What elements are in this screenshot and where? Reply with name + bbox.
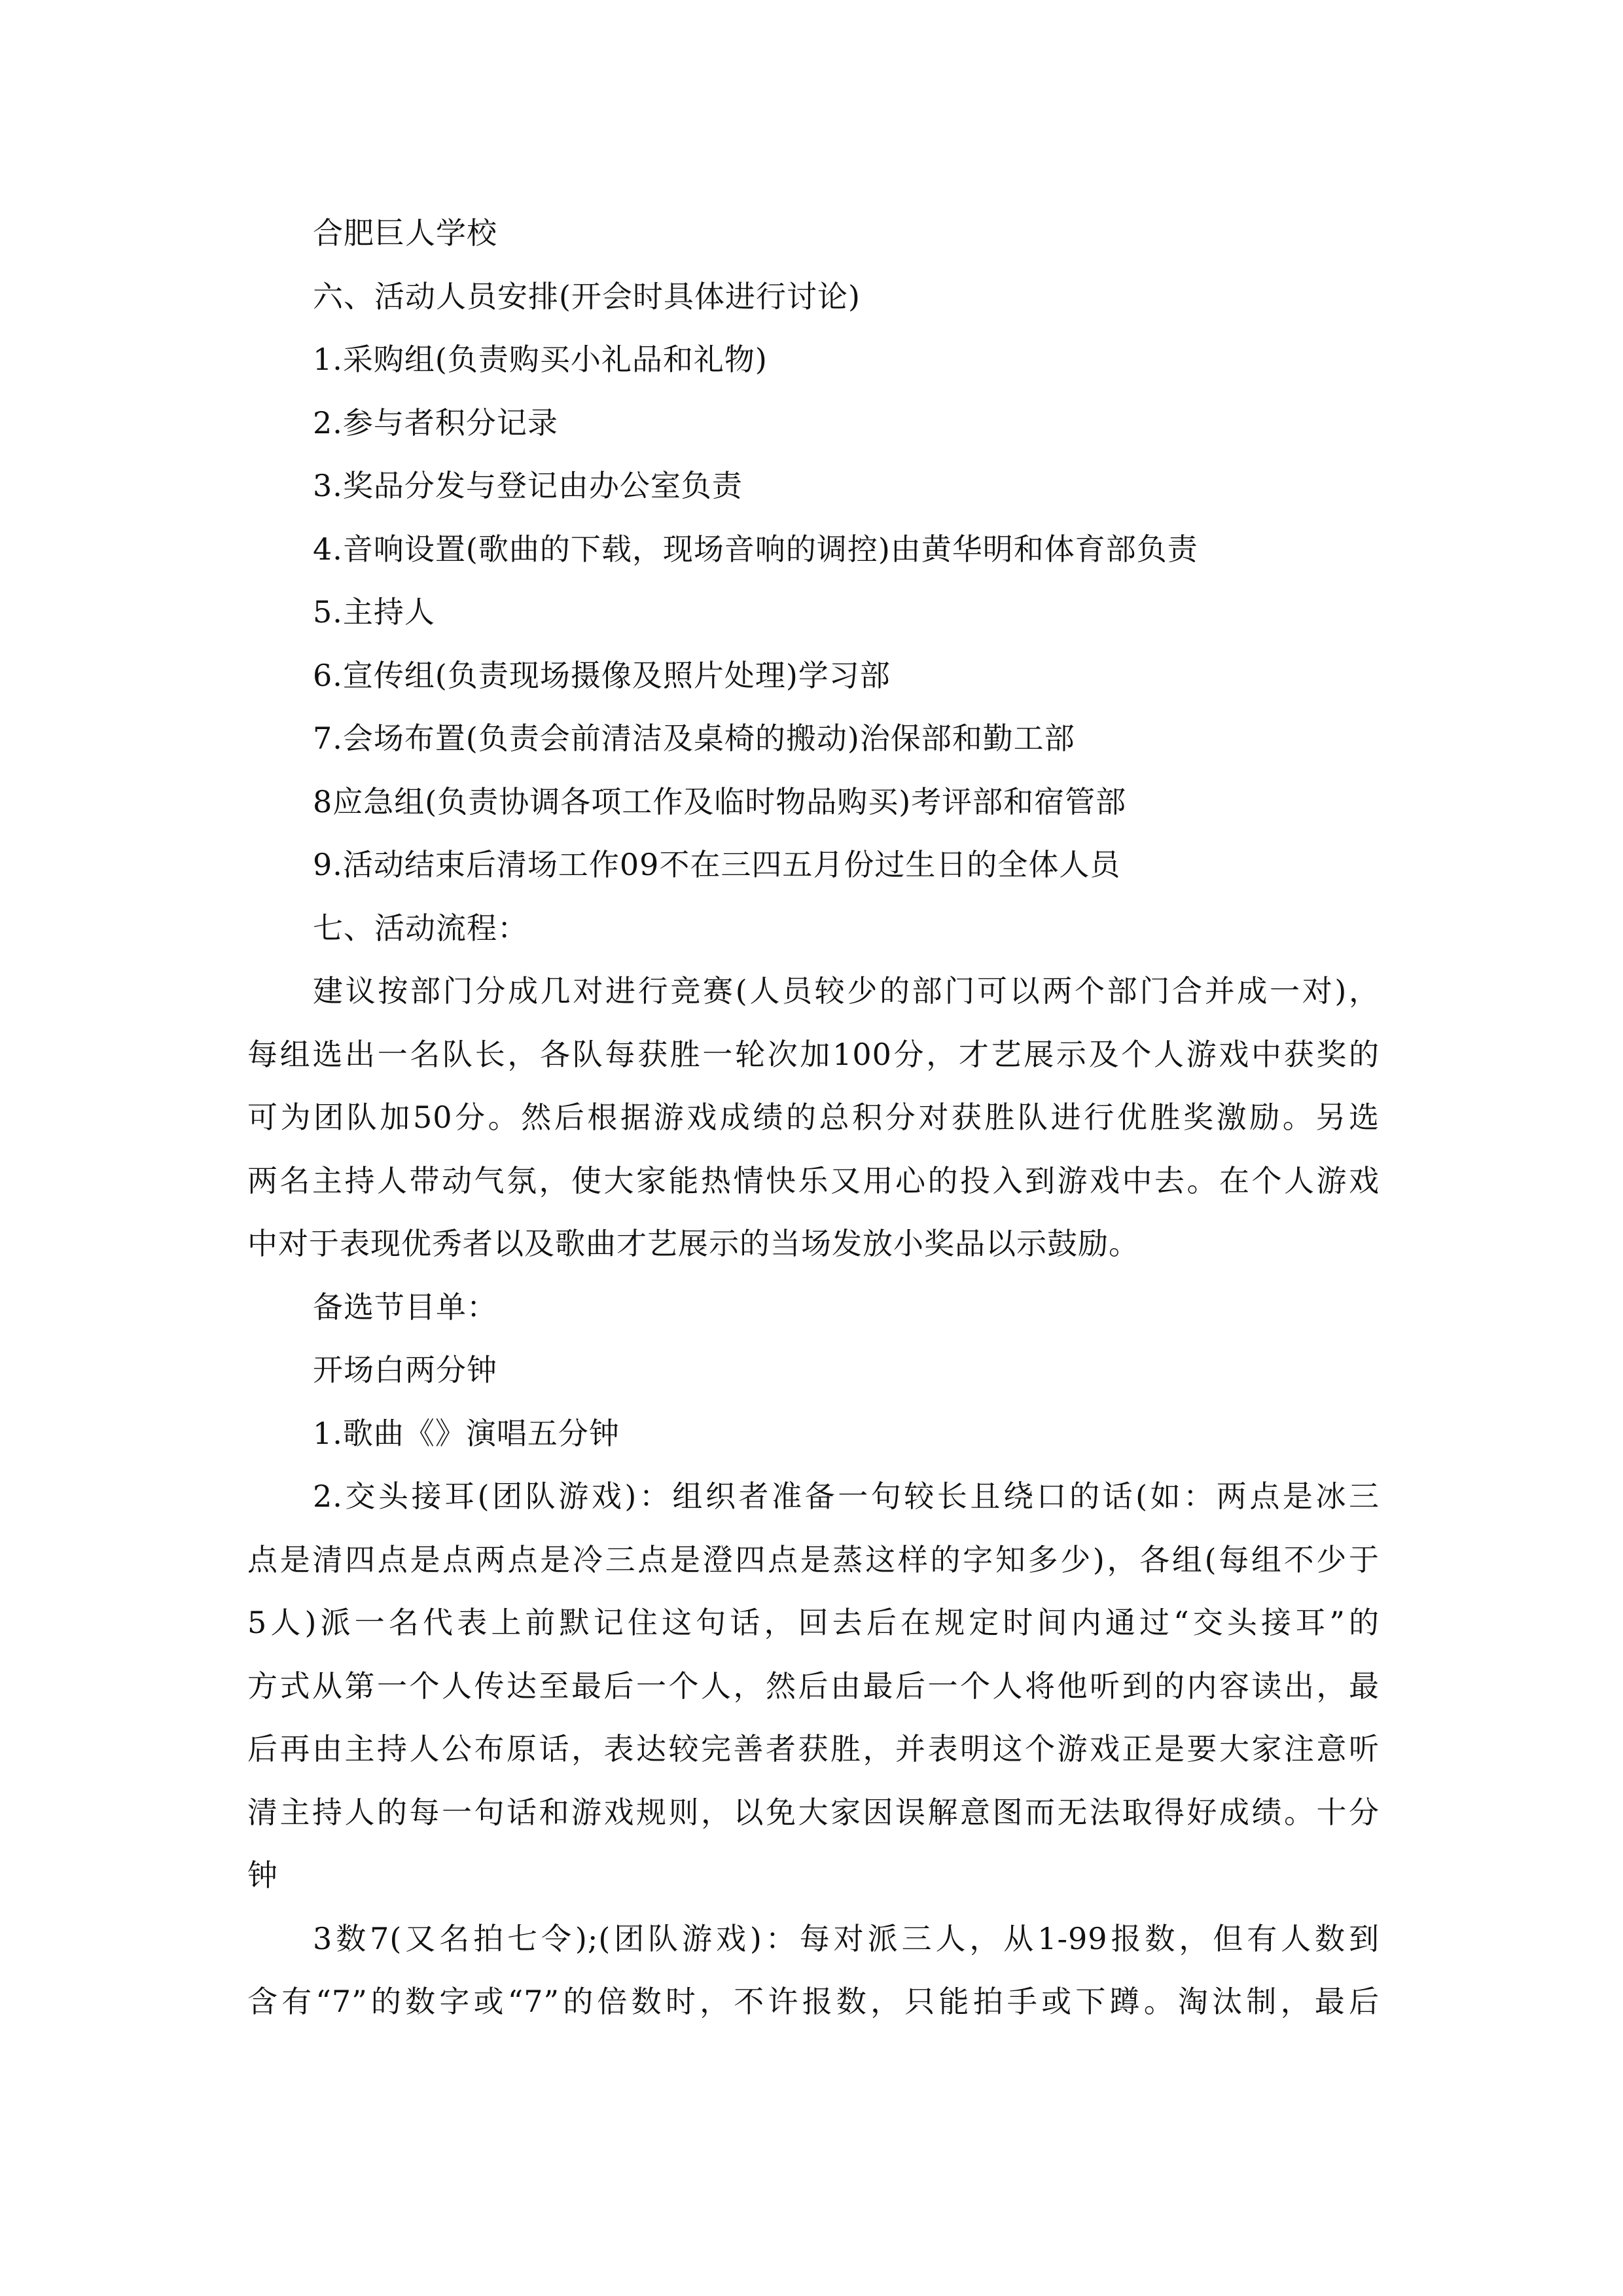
text-line: 8应急组(负责协调各项工作及临时物品购买)考评部和宿管部 <box>313 783 1127 819</box>
text-line: 合肥巨人学校 <box>313 215 497 251</box>
text-line: 1.歌曲《》演唱五分钟 <box>313 1415 620 1451</box>
text-line: 建议按部门分成几对进行竞赛(人员较少的部门可以两个部门合并成一对)， <box>313 973 1380 1009</box>
text-line: 3数7(又名拍七令);(团队游戏)：每对派三人，从1-99报数，但有人数到 <box>313 1920 1380 1956</box>
text-line: 含有“7”的数字或“7”的倍数时，不许报数，只能拍手或下蹲。淘汰制，最后 <box>247 1984 1380 2019</box>
text-line: 9.活动结束后清场工作09不在三四五月份过生日的全体人员 <box>313 847 1121 882</box>
text-line: 两名主持人带动气氛，使大家能热情快乐又用心的投入到游戏中去。在个人游戏 <box>247 1162 1380 1198</box>
text-line: 可为团队加50分。然后根据游戏成绩的总积分对获胜队进行优胜奖激励。另选 <box>247 1100 1380 1135</box>
text-line: 4.音响设置(歌曲的下载，现场音响的调控)由黄华明和体育部负责 <box>313 531 1198 567</box>
text-line: 点是清四点是点两点是冷三点是澄四点是蒸这样的字知多少)，各组(每组不少于 <box>247 1541 1380 1577</box>
text-line: 备选节目单： <box>313 1289 497 1325</box>
text-line: 2.参与者积分记录 <box>313 404 558 440</box>
text-line: 后再由主持人公布原话，表达较完善者获胜，并表明这个游戏正是要大家注意听 <box>247 1731 1380 1767</box>
text-line: 5.主持人 <box>313 594 435 630</box>
text-line: 6.宣传组(负责现场摄像及照片处理)学习部 <box>313 657 891 693</box>
text-line: 5人)派一名代表上前默记住这句话，回去后在规定时间内通过“交头接耳”的 <box>247 1605 1380 1640</box>
text-line: 3.奖品分发与登记由办公室负责 <box>313 468 743 503</box>
text-line: 七、活动流程： <box>313 910 528 946</box>
document-body <box>247 202 1380 2034</box>
text-line: 1.采购组(负责购买小礼品和礼物) <box>313 342 768 377</box>
text-line: 方式从第一个人传达至最后一个人，然后由最后一个人将他听到的内容读出，最 <box>247 1668 1380 1704</box>
text-line: 六、活动人员安排(开会时具体进行讨论) <box>313 278 861 314</box>
text-line: 2.交头接耳(团队游戏)：组织者准备一句较长且绕口的话(如：两点是冰三 <box>313 1479 1380 1514</box>
text-line: 钟 <box>247 1857 278 1893</box>
text-line: 开场白两分钟 <box>313 1352 497 1388</box>
text-line: 每组选出一名队长，各队每获胜一轮次加100分，才艺展示及个人游戏中获奖的 <box>247 1036 1380 1072</box>
text-line: 清主持人的每一句话和游戏规则，以免大家因误解意图而无法取得好成绩。十分 <box>247 1794 1380 1830</box>
text-line: 中对于表现优秀者以及歌曲才艺展示的当场发放小奖品以示鼓励。 <box>247 1226 1139 1261</box>
text-line: 7.会场布置(负责会前清洁及桌椅的搬动)治保部和勤工部 <box>313 721 1075 756</box>
